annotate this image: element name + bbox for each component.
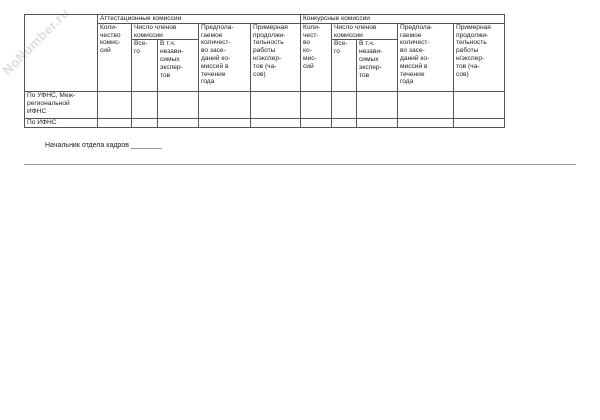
row-label: По УФНС, Меж- региональной ИФНС: [25, 92, 98, 119]
page-divider: [24, 164, 576, 165]
col-attest-duration: Примерная продолжи- тельность работы н/экспер- тов (ча- сов): [251, 23, 301, 92]
cell: [251, 92, 301, 119]
group-header-attestation: Аттестационные комиссии: [98, 15, 301, 24]
cell: [251, 119, 301, 128]
row-label: По ИФНС: [25, 119, 98, 128]
cell: [199, 119, 251, 128]
col-attest-independent: В т.ч. незави- симых экспер- тов: [158, 40, 199, 92]
cell: [132, 119, 158, 128]
cell: [158, 92, 199, 119]
cell: [301, 92, 332, 119]
group-header-contest: Конкурсные комиссии: [301, 15, 505, 24]
col-attest-count: Коли- чество комис- сий: [98, 23, 132, 92]
corner-cell: [25, 15, 98, 92]
cell: [98, 119, 132, 128]
cell: [332, 92, 357, 119]
col-contest-duration: Примерная продолжи- тельность работы н/экспер- тов (ча- сов): [454, 23, 505, 92]
table-row: [25, 92, 505, 119]
signature-line: Начальник отдела кадров ________: [45, 142, 163, 149]
col-attest-meetings: Предпола- гаемое количест- во засе- даний ко- миссий в течение года: [199, 23, 251, 92]
col-contest-meetings: Предпола- гаемое количест- во засе- даний ко- миссий в течение года: [398, 23, 454, 92]
table-row: [25, 119, 505, 128]
col-attest-members: Число членов комиссии: [132, 23, 199, 40]
col-contest-count: Коли- чест- во ко- мис- сий: [301, 23, 332, 92]
cell: [454, 119, 505, 128]
cell: [357, 92, 398, 119]
col-attest-total: Все- го: [132, 40, 158, 92]
commissions-table: [24, 14, 505, 128]
col-contest-independent: В т.ч. незави- симых экспер- тов: [357, 40, 398, 92]
cell: [158, 119, 199, 128]
cell: [301, 119, 332, 128]
cell: [454, 92, 505, 119]
cell: [199, 92, 251, 119]
watermark: NoNumber.ru: [0, 5, 73, 78]
cell: [398, 92, 454, 119]
cell: [98, 92, 132, 119]
cell: [398, 119, 454, 128]
cell: [357, 119, 398, 128]
col-contest-members: Число членов комиссии: [332, 23, 398, 40]
cell: [132, 92, 158, 119]
col-contest-total: Все- го: [332, 40, 357, 92]
cell: [332, 119, 357, 128]
